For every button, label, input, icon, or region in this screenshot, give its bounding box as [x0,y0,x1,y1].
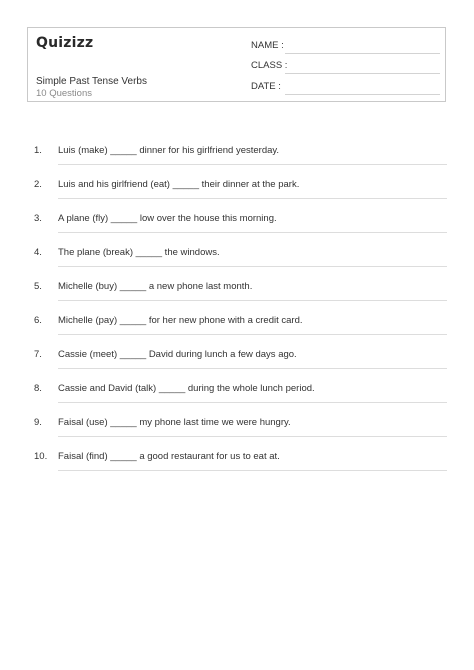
question-item [34,312,447,335]
question-number: 8. [34,383,42,394]
name-label: NAME : [251,40,284,51]
question-item [34,176,447,199]
question-item [34,448,447,471]
class-line[interactable] [285,73,440,74]
question-item [34,414,447,437]
date-label: DATE : [251,81,281,92]
question-number: 4. [34,247,42,258]
answer-line[interactable] [58,300,447,301]
question-number: 5. [34,281,42,292]
answer-line[interactable] [58,368,447,369]
question-text: Luis and his girlfriend (eat) _____ their dinner at the park. [58,179,300,190]
question-text: Faisal (use) _____ my phone last time we were hungry. [58,417,291,428]
question-number: 10. [34,451,48,462]
question-number: 1. [34,145,42,156]
question-count: 10 Questions [36,88,92,99]
question-number: 9. [34,417,42,428]
question-text: Michelle (buy) _____ a new phone last month. [58,281,253,292]
question-text: Michelle (pay) _____ for her new phone with a credit card. [58,315,303,326]
class-label: CLASS : [251,60,288,71]
question-text: Luis (make) _____ dinner for his girlfriend yesterday. [58,145,280,156]
question-number: 2. [34,179,42,190]
question-text: Cassie (meet) _____ David during lunch a few days ago. [58,349,297,360]
question-number: 3. [34,213,42,224]
question-item [34,244,447,267]
answer-line[interactable] [58,436,447,437]
question-text: The plane (break) _____ the windows. [58,247,220,258]
date-field[interactable] [251,81,440,95]
question-item [34,380,447,403]
name-line[interactable] [285,53,440,54]
worksheet-title: Simple Past Tense Verbs [36,76,147,87]
quizizz-logo: Quizizz [36,35,94,51]
answer-line[interactable] [58,470,447,471]
answer-line[interactable] [58,402,447,403]
question-text: Cassie and David (talk) _____ during the whole lunch period. [58,383,315,394]
answer-line[interactable] [58,266,447,267]
class-field[interactable] [251,60,440,74]
question-item [34,142,447,165]
question-item [34,210,447,233]
question-item [34,278,447,301]
question-number: 7. [34,349,42,360]
answer-line[interactable] [58,164,447,165]
name-field[interactable] [251,40,440,54]
answer-line[interactable] [58,198,447,199]
question-text: A plane (fly) _____ low over the house this morning. [58,213,277,224]
answer-line[interactable] [58,232,447,233]
date-line[interactable] [285,94,440,95]
answer-line[interactable] [58,334,447,335]
question-number: 6. [34,315,42,326]
question-item [34,346,447,369]
question-text: Faisal (find) _____ a good restaurant for us to eat at. [58,451,280,462]
